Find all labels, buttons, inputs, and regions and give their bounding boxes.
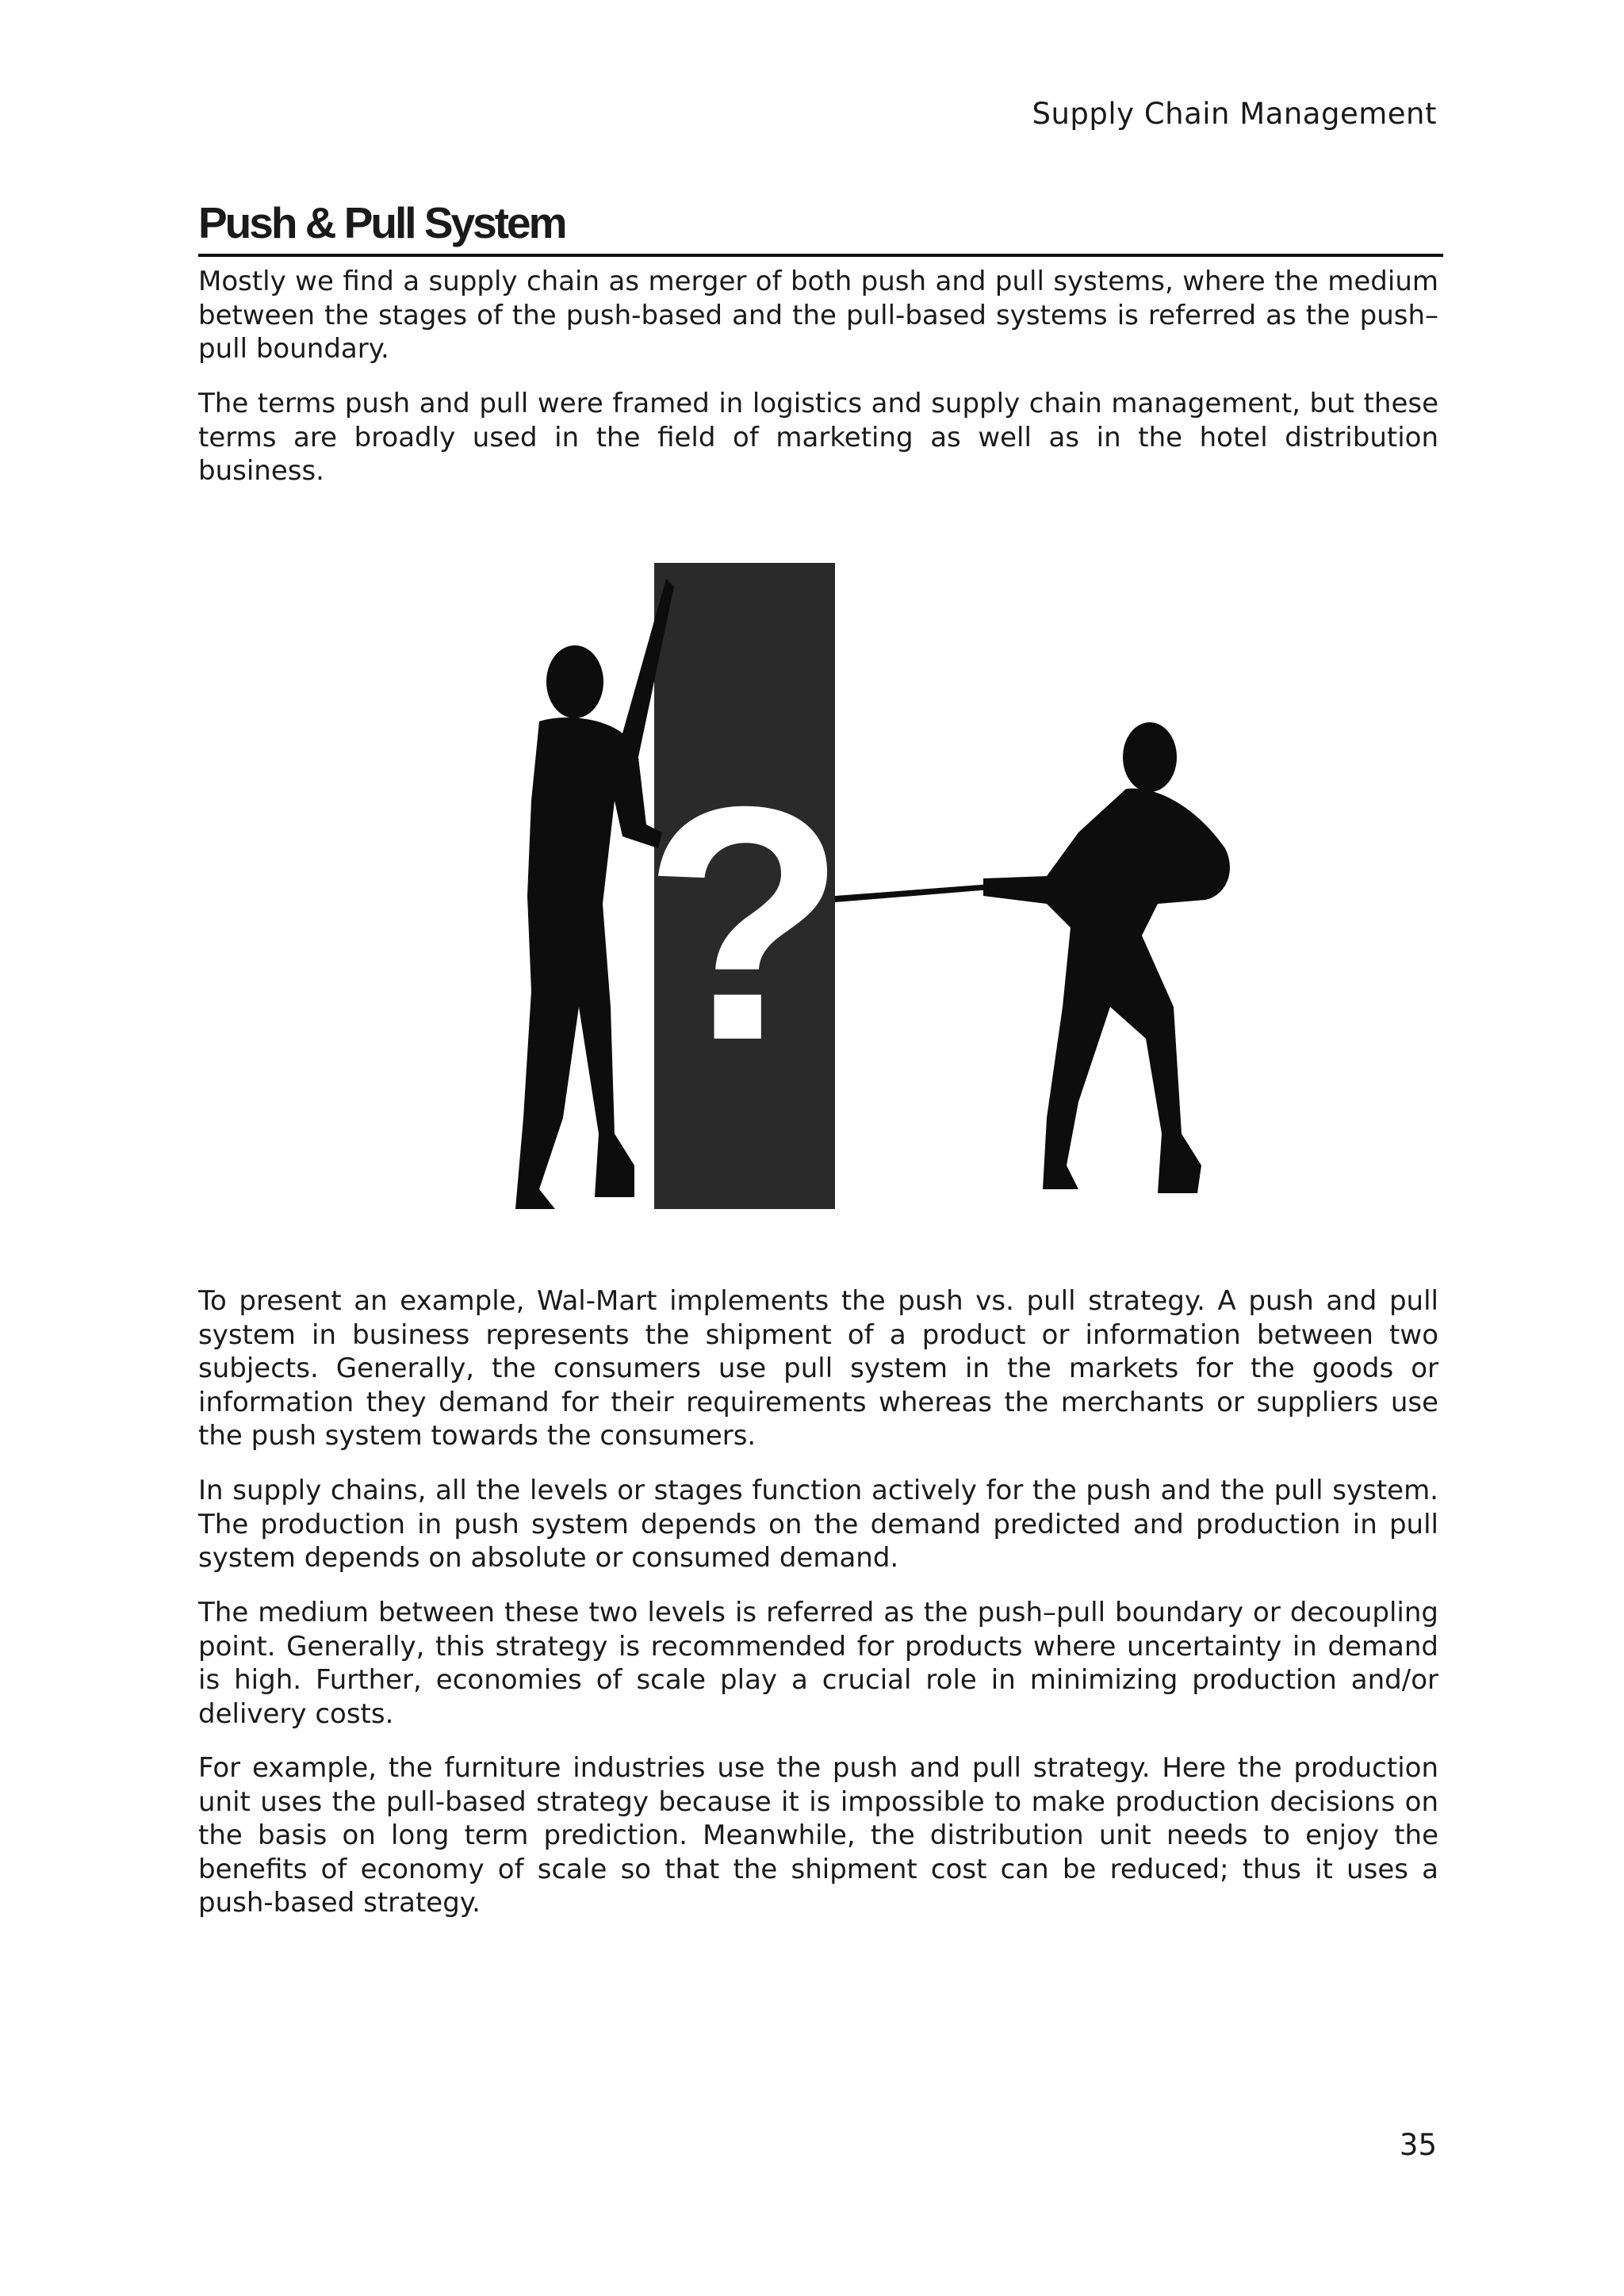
paragraph-furniture-example: For example, the furniture industries use the push and pull strategy. Here the production unit uses the pull-based strategy because it is impossible to make production decisions on the basis on long term prediction. Meanwhile, the distribution unit needs to enjoy the benefits of economy of scale so that the shipment cost can be reduced; thus it uses a push-based strategy. (198, 1752, 1438, 1919)
page-number: 35 (1399, 2128, 1437, 2162)
paragraph-decoupling-point: The medium between these two levels is referred as the push–pull boundary or decoupling point. Generally, this strategy is recommended for products where uncertainty in demand is high. Further, economies of scale play a crucial role in minimizing production and/or delivery costs. (198, 1597, 1438, 1730)
section-title: Push & Pull System (198, 195, 1443, 257)
question-mark-glyph: ? (642, 738, 847, 1110)
push-pull-silhouette-image (444, 563, 1237, 1213)
paragraph-supply-chain-levels: In supply chains, all the levels or stages function actively for the push and the pull system. The production in push system depends on the demand predicted and production in pull system depends on absolute or consumed demand. (198, 1475, 1438, 1574)
paragraph-intro: Mostly we find a supply chain as merger of both push and pull systems, where the medium between the stages of the push-based and the pull-based systems is referred as the push–pull boundary. (198, 266, 1438, 365)
push-pull-illustration (444, 563, 1237, 1213)
paragraph-terms-origin: The terms push and pull were framed in logistics and supply chain management, but these terms are broadly used in the field of marketing as well as in the hotel distribution business. (198, 388, 1438, 487)
paragraph-walmart-example: To present an example, Wal-Mart implements the push vs. pull strategy. A push and pull system in business represents the shipment of a product or information between two subjects. Generally, the consumers use pull system in the markets for the goods or information they demand for their requirements whereas the merchants or suppliers use the push system towards the consumers. (198, 1285, 1438, 1452)
running-header: Supply Chain Management (1032, 97, 1437, 131)
pulling-figure (983, 722, 1230, 1193)
rope (835, 884, 991, 902)
